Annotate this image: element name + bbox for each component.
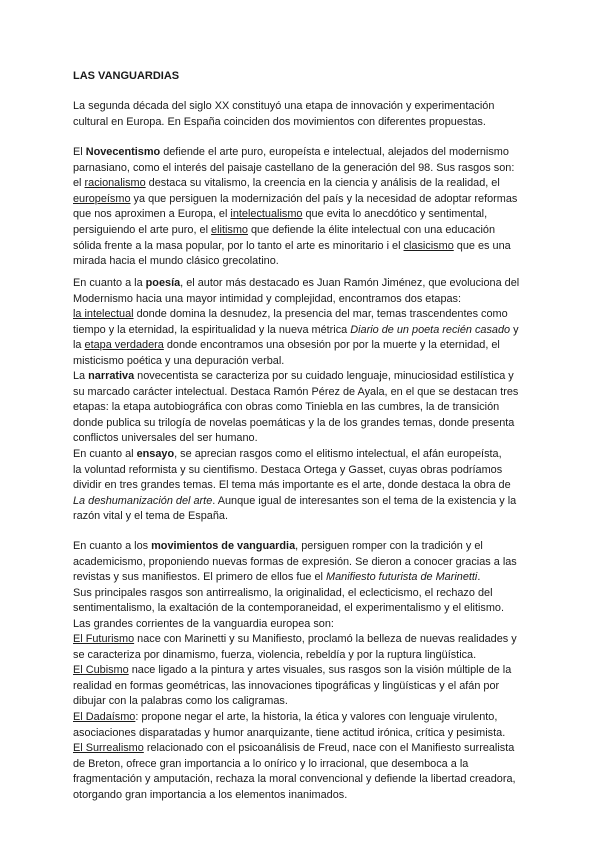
text-line: misticismo poética y una depuración verbal. [73,354,285,367]
ensayo-paragraph [73,447,535,525]
underlined-term: El Cubismo [73,664,129,677]
text-line: La deshumanización del arte. Aunque igual de interesantes son el tema de la existencia y la [73,494,517,507]
text-line: sentimentalismo, la exaltación de la contemporaneidad, el experimentalismo y el elitismo. [73,602,504,615]
text-line: Sus principales rasgos son antirrealismo, la originalidad, el eclecticismo, el rechazo del [73,586,493,599]
italic-title: Diario de un poeta recién casado [350,323,511,336]
text-line: conflictos universales del ser humano. [73,432,258,445]
italic-title: Manifiesto futurista de Marinetti [326,571,478,584]
text-line: Modernismo hacia una mayor intimidad y complejidad, encontramos dos etapas: [73,292,462,305]
text-line: mirada hacia el mundo clásico grecolatino. [73,255,279,268]
intro-paragraph [73,99,535,130]
underlined-term: elitismo [211,223,248,236]
corrientes-list [73,632,535,804]
text-line: el racionalismo destaca su vitalismo, la creencia en la ciencia y análisis de la realidad, el [73,177,500,190]
bold-term: movimientos de vanguardia [151,540,296,552]
text-line: europeísmo ya que persiguen la modernización del país y la necesidad de adoptar reformas [73,192,518,205]
underlined-term: intelectualismo [230,208,303,221]
text-line: El Novecentismo defiende el arte puro, europeísta e intelectual, alejados del modernismo [73,146,509,158]
text-line: se caracteriza por dinamismo, fuerza, violencia, rebeldía y por la ruptura lingüística. [73,648,477,661]
underlined-term: El Futurismo [73,633,135,645]
text-line: de Breton, ofrece gran importancia a lo onírico y lo irracional, que desemboca a la [73,757,469,770]
text-line: revistas y sus manifiestos. El primero de ellos fue el Manifiesto futurista de Marinetti. [73,571,481,584]
narrativa-paragraph [73,369,535,447]
underlined-term: racionalismo [84,177,146,190]
text-line: realidad en formas geométricas, las innovaciones tipográficas y lingüísticas y el afán por [73,679,500,692]
text-line: En cuanto a los movimientos de vanguardia, persiguen romper con la tradición y el [73,540,483,552]
text-line: academicismo, proponiendo nuevas formas de expresión. Se dieron a conocer gracias a las [73,555,517,568]
underlined-term: clasicismo [403,239,454,252]
text-line: razón vital y el tema de España. [73,510,228,523]
list-item: El Surrealismo relacionado con el psicoanálisis de Freud, nace con el Manifiesto surrealista [73,742,515,755]
text-line: La segunda década del siglo XX constituyó una etapa de innovación y experimentación [73,100,495,112]
text-line: etapas: la etapa autobiográfica con obras como Tiniebla en las cumbres, la de transición [73,401,500,414]
bold-term: Novecentismo [85,146,161,158]
underlined-term: europeísmo [73,192,131,205]
text-line: fragmentación y amputación, rechaza la moral convencional y defiende la libertad creadora, [73,773,516,786]
text-line: la intelectual donde domina la desnudez, la presencia del mar, temas trascendentes como [73,308,508,321]
text-line: dibujar con la palabras como los caligramas. [73,695,288,708]
text-line: sólida frente a la masa popular, por lo tanto el arte es minoritario i el clasicismo que es una [73,239,511,252]
underlined-term: El Surrealismo [73,742,144,755]
text-line: En cuanto a la poesía, el autor más destacado es Juan Ramón Jiménez, que evoluciona del [73,277,520,289]
page-title: LAS VANGUARDIAS [73,70,180,82]
text-line: asociaciones disparatadas y humor anarquizante, tiene actitud irónica, crítica y pesimista. [73,726,506,739]
list-item: El Dadaísmo: propone negar el arte, la historia, la ética y valores con lenguaje virulento, [73,710,498,723]
text-line: otorgando gran importancia a los elementos inanimados. [73,788,348,801]
text-line: Las grandes corrientes de la vanguardia europea son: [73,617,334,630]
text-line: parnasiano, como el interés del paisaje castellano de la generación del 98. Sus rasgos son: [73,161,515,174]
text-line: la voluntad reformista y su cientifismo. Destaca Ortega y Gasset, cuyas obras podríamos [73,463,503,476]
text-line: cultural en Europa. En España coinciden dos movimientos con diferentes propuestas. [73,115,486,128]
underlined-term: la intelectual [73,308,134,321]
text-line: la etapa verdadera donde encontramos una obsesión por por la muerte y la eternidad, el [73,339,500,352]
list-item: El Cubismo nace ligado a la pintura y artes visuales, sus rasgos son la visión múltiple de la [73,664,512,677]
text-line: donde publica su trilogía de novelas poemáticas y la de los grandes temas, donde presenta [73,416,515,429]
novecentismo-paragraph [73,145,535,270]
underlined-term: etapa verdadera [84,339,164,352]
text-line: La narrativa novecentista se caracteriza por su cuidado lenguaje, minuciosidad estilística y [73,370,514,382]
poesia-paragraph [73,276,535,370]
vanguardia-paragraph [73,539,535,633]
text-line: En cuanto al ensayo, se aprecian rasgos como el elitismo intelectual, el afán europeísta, [73,448,502,460]
bold-term: poesía [145,277,181,289]
text-line: tiempo y la eternidad, la espiritualidad y la nueva métrica Diario de un poeta recién casado y [73,323,519,336]
text-line: persiguiendo el arte puro, el elitismo que defiende la élite intelectual con una educación [73,223,496,236]
italic-title: La deshumanización del arte [73,494,213,507]
text-line: que nos aproximen a Europa, el intelectualismo que evita lo anecdótico y sentimental, [73,208,488,221]
text-line: su marcado carácter intelectual. Destaca Ramón Pérez de Ayala, en el que se destacan tres [73,385,519,398]
bold-term: narrativa [88,370,135,382]
underlined-term: El Dadaísmo [73,710,136,723]
list-item: El Futurismo nace con Marinetti y su Manifiesto, proclamó la belleza de nuevas realidades y [73,633,517,645]
bold-term: ensayo [136,448,175,460]
text-line: dividir en tres grandes temas. El tema más importante es el arte, donde destaca la obra de [73,479,511,492]
